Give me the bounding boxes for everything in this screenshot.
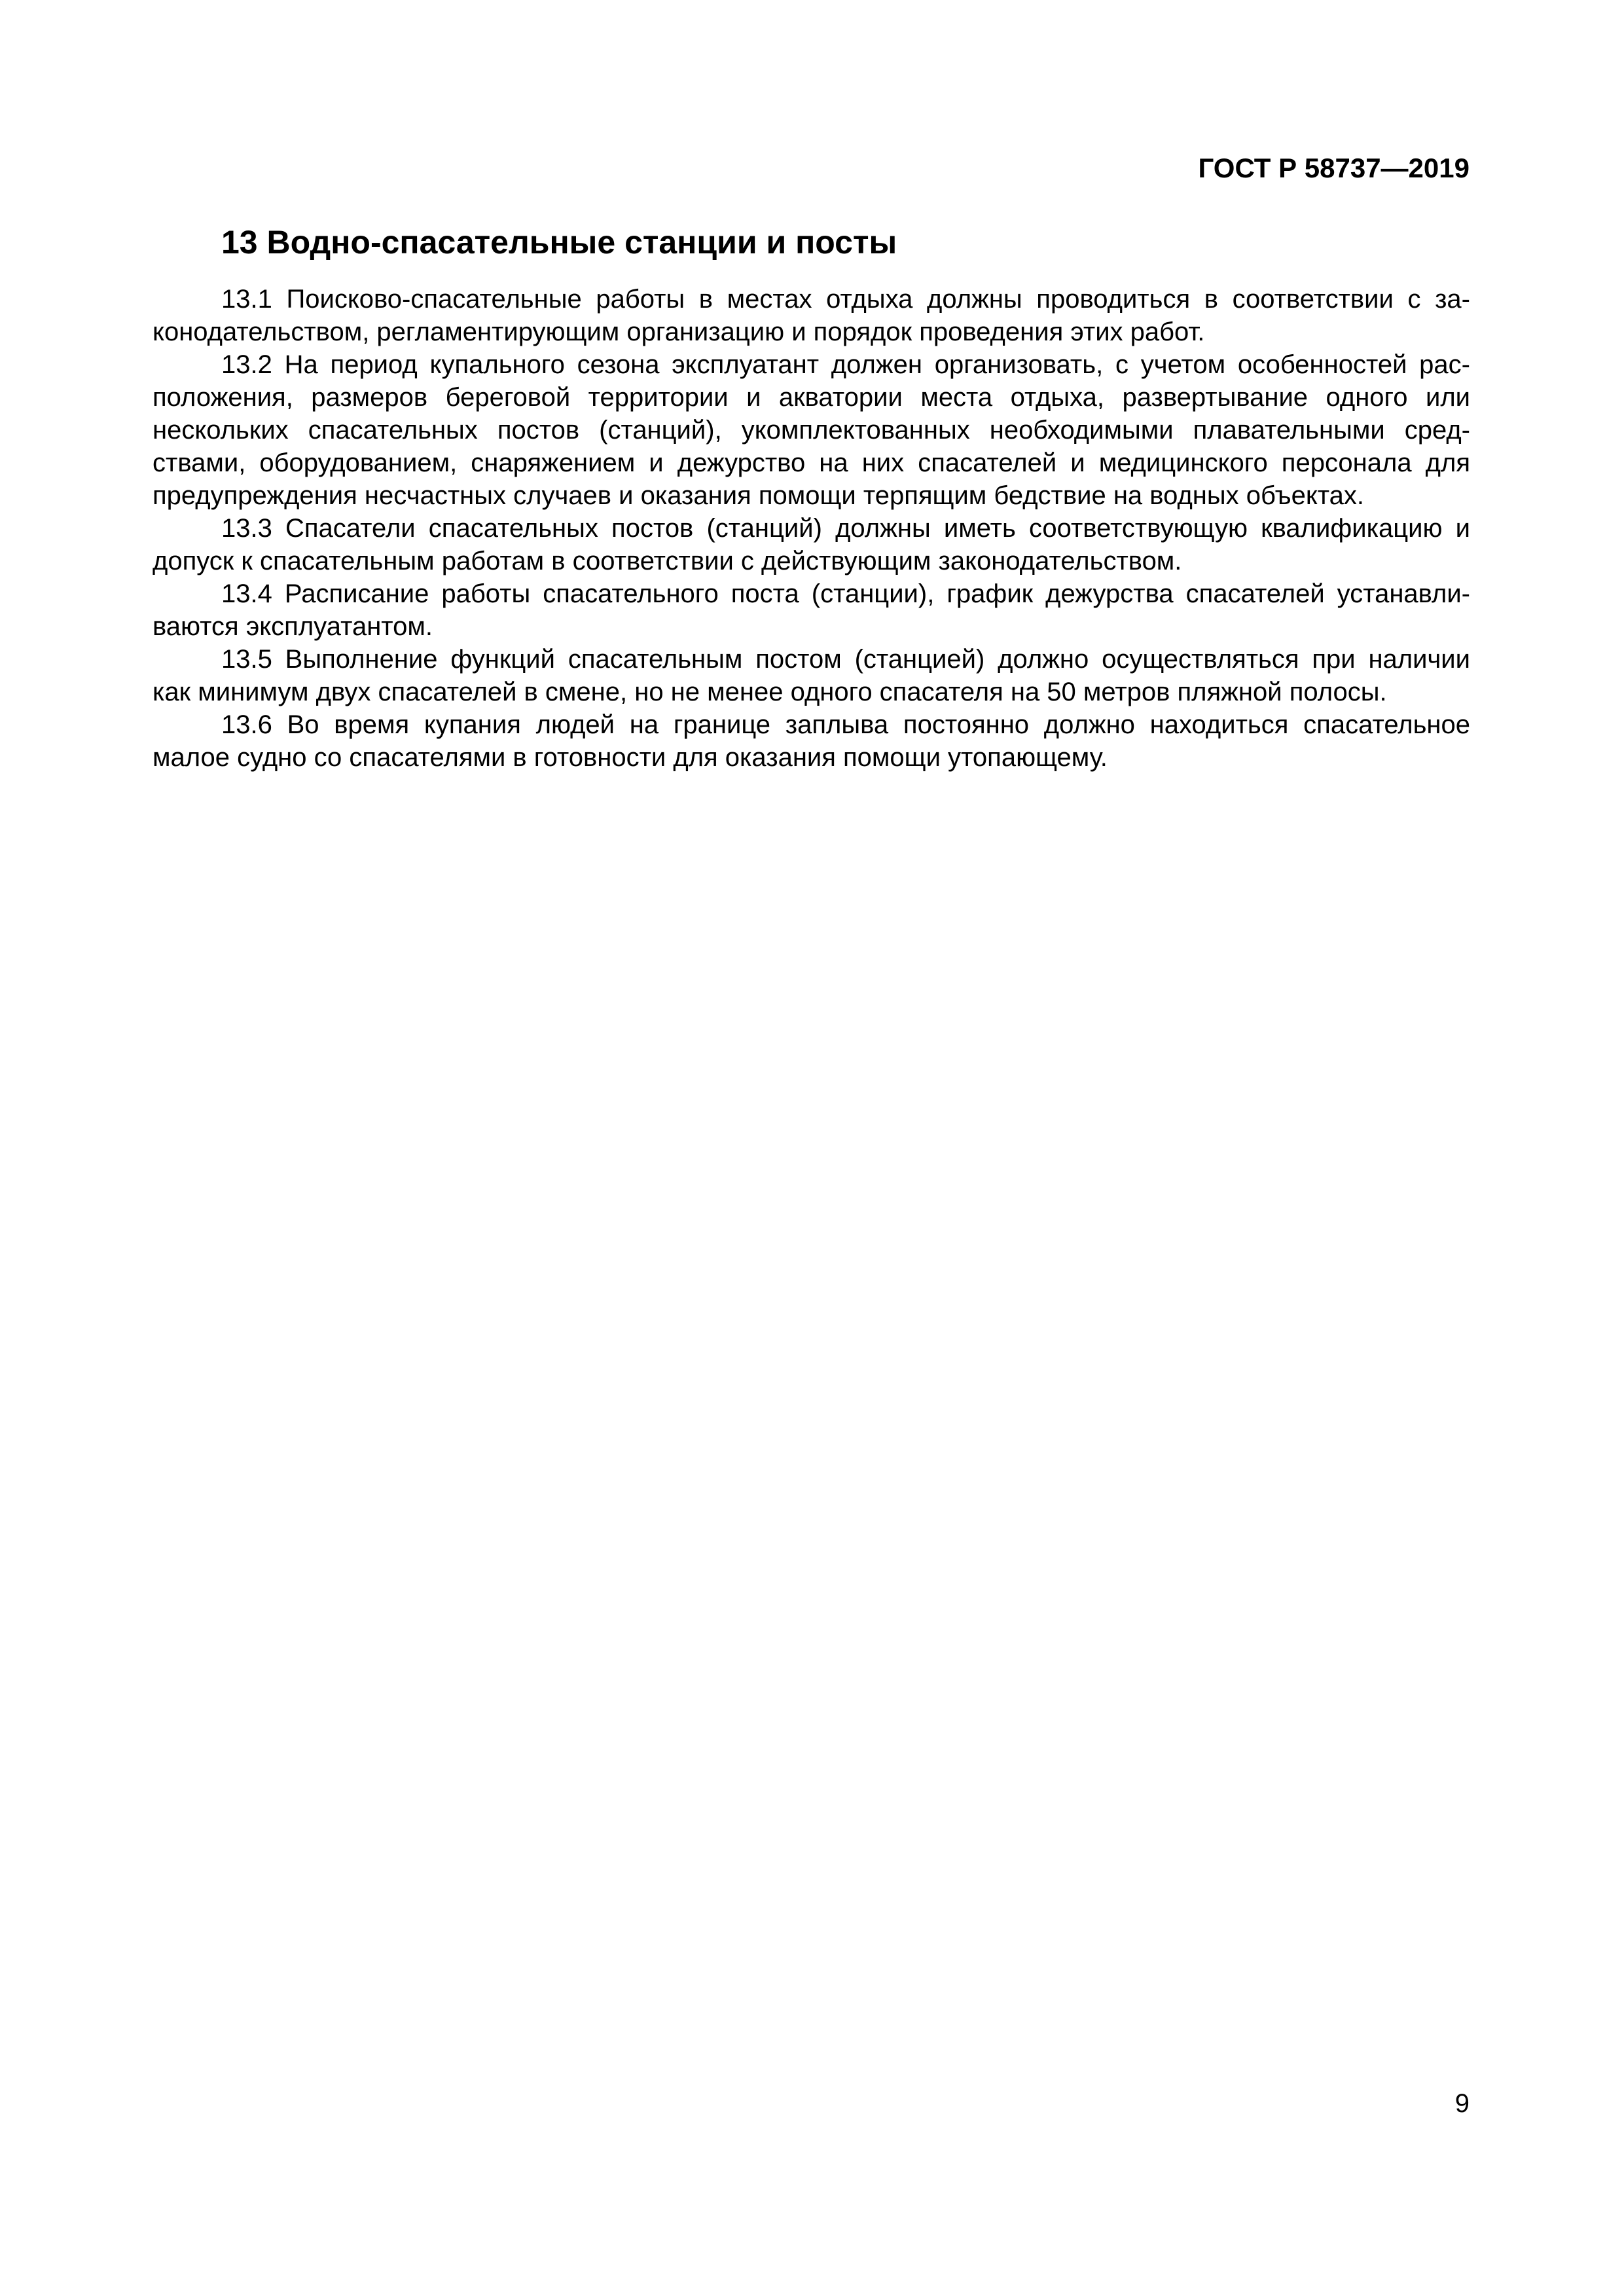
paragraph-line: 13.4 Расписание работы спасательного поста (станции), график дежурства спасателей устанавли- — [221, 579, 1470, 608]
section-title: 13 Водно-спасательные станции и посты — [221, 224, 897, 261]
paragraph-line: конодательством, регламентирующим организацию и порядок проведения этих работ. — [153, 318, 1205, 346]
paragraph-13-6 — [153, 708, 1470, 774]
paragraph-line: 13.3 Спасатели спасательных постов (станций) должны иметь соответствующую квалификацию и — [221, 514, 1470, 543]
paragraph-line: 13.6 Во время купания людей на границе заплыва постоянно должно находиться спасательное — [221, 710, 1470, 739]
paragraph-13-4 — [153, 577, 1470, 643]
paragraph-line: 13.2 На период купального сезона эксплуатант должен организовать, с учетом особенностей рас- — [221, 350, 1470, 379]
paragraph-line: предупреждения несчастных случаев и оказания помощи терпящим бедствие на водных объектах. — [153, 481, 1364, 510]
paragraph-line: как минимум двух спасателей в смене, но не менее одного спасателя на 50 метров пляжной полосы. — [153, 678, 1387, 706]
document-code: ГОСТ Р 58737—2019 — [1198, 153, 1470, 183]
paragraph-line: положения, размеров береговой территории и акватории места отдыха, развертывание одного или — [153, 383, 1470, 412]
paragraph-line: 13.1 Поисково-спасательные работы в местах отдыха должны проводиться в соответствии с за- — [221, 285, 1470, 314]
paragraph-line: нескольких спасательных постов (станций), укомплектованных необходимыми плавательными сред- — [153, 416, 1470, 445]
paragraph-line: допуск к спасательным работам в соответствии с действующим законодательством. — [153, 547, 1182, 575]
section-body — [153, 283, 1470, 774]
paragraph-line: 13.5 Выполнение функций спасательным постом (станцией) должно осуществляться при наличии — [221, 645, 1470, 674]
paragraph-13-5 — [153, 643, 1470, 708]
paragraph-13-1 — [153, 283, 1470, 348]
paragraph-line: ваются эксплуатантом. — [153, 612, 433, 641]
paragraph-line: малое судно со спасателями в готовности для оказания помощи утопающему. — [153, 743, 1108, 772]
paragraph-13-3 — [153, 512, 1470, 577]
page-number: 9 — [1454, 2089, 1470, 2118]
paragraph-13-2 — [153, 348, 1470, 512]
paragraph-line: ствами, оборудованием, снаряжением и дежурство на них спасателей и медицинского персонала для — [153, 448, 1470, 477]
